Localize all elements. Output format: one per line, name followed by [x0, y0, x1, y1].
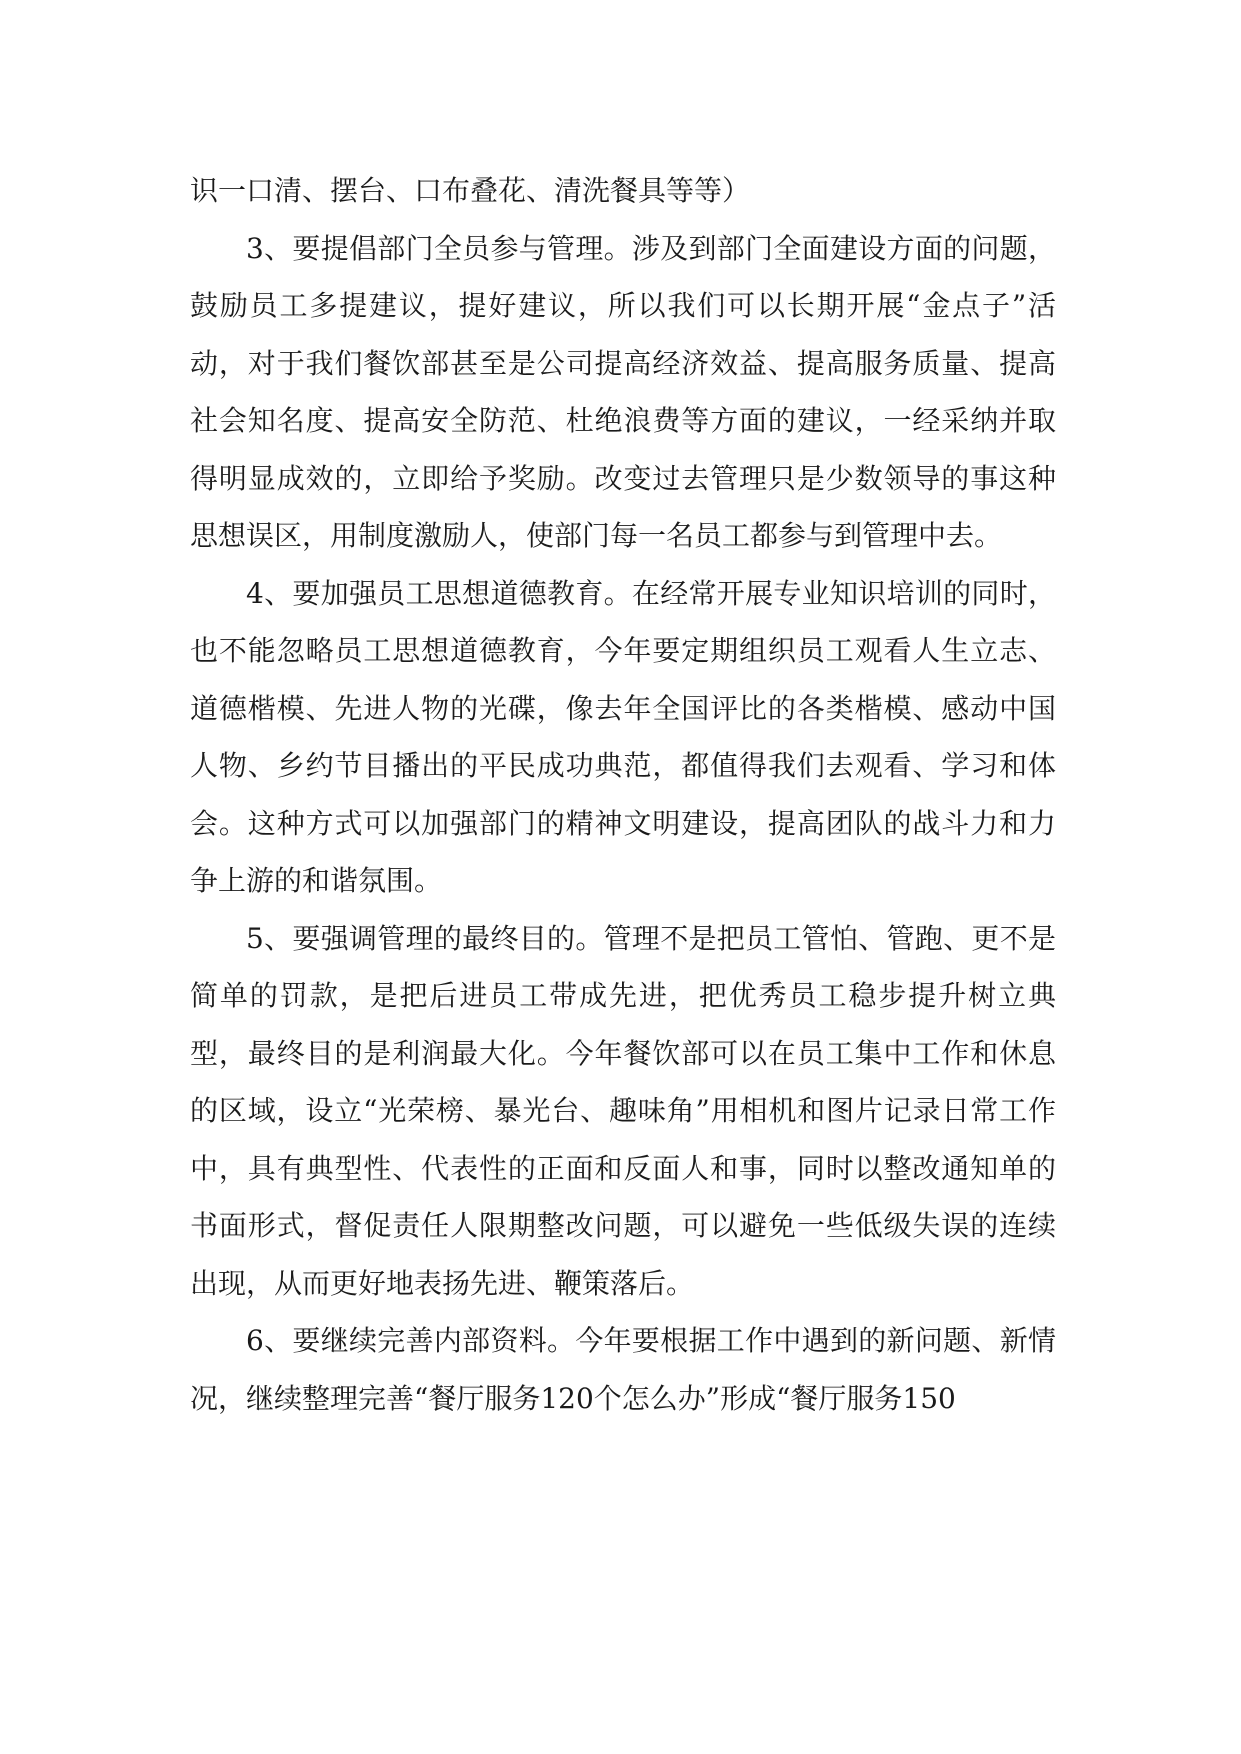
document-body: [190, 162, 1056, 1427]
paragraph-item-3: 3、要提倡部门全员参与管理。涉及到部门全面建设方面的问题，鼓励员工多提建议，提好建议，所以我们可以长期开展“金点子”活动，对于我们餐饮部甚至是公司提高经济效益、提高服务质量、提高社会知名度、提高安全防范、杜绝浪费等方面的建议，一经采纳并取得明显成效的，立即给予奖励。改变过去管理只是少数领导的事这种思想误区，用制度激励人，使部门每一名员工都参与到管理中去。: [190, 231, 1056, 552]
paragraph-continuation: 识一口清、摆台、口布叠花、清洗餐具等等）: [190, 174, 751, 207]
paragraph-item-5: 5、要强调管理的最终目的。管理不是把员工管怕、管跑、更不是简单的罚款，是把后进员工带成先进，把优秀员工稳步提升树立典型，最终目的是利润最大化。今年餐饮部可以在员工集中工作和休息的区域，设立“光荣榜、暴光台、趣味角”用相机和图片记录日常工作中，具有典型性、代表性的正面和反面人和事，同时以整改通知单的书面形式，督促责任人限期整改问题，可以避免一些低级失误的连续出现，从而更好地表扬先进、鞭策落后。: [190, 921, 1056, 1300]
paragraph-item-6: 6、要继续完善内部资料。今年要根据工作中遇到的新问题、新情况，继续整理完善“餐厅服务120个怎么办”形成“餐厅服务150: [190, 1324, 1056, 1415]
paragraph-item-4: 4、要加强员工思想道德教育。在经常开展专业知识培训的同时，也不能忽略员工思想道德教育，今年要定期组织员工观看人生立志、道德楷模、先进人物的光碟，像去年全国评比的各类楷模、感动中国人物、乡约节目播出的平民成功典范，都值得我们去观看、学习和体会。这种方式可以加强部门的精神文明建设，提高团队的战斗力和力争上游的和谐氛围。: [190, 576, 1056, 897]
